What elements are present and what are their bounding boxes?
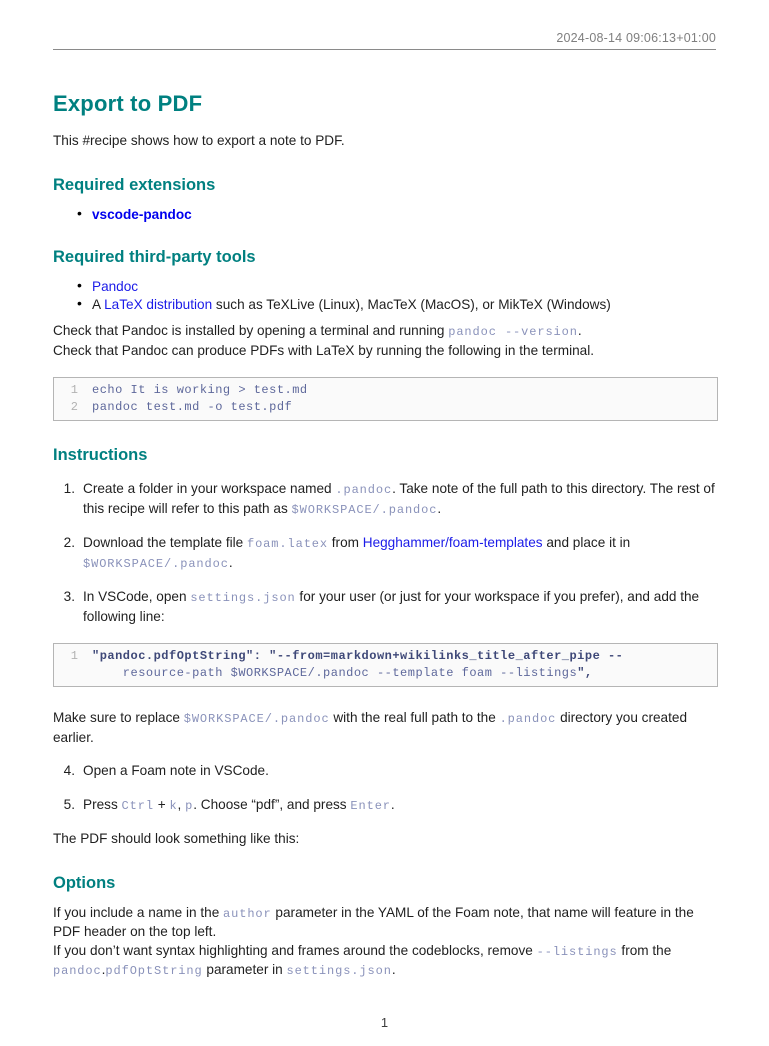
page-header-timestamp: 2024-08-14 09:06:13+01:00 — [53, 31, 716, 50]
list-item-text — [83, 588, 718, 626]
text-run: directory you created earlier. — [53, 710, 688, 745]
text-run: . — [101, 962, 106, 977]
code-text: pandoc test.md -o test.pdf — [92, 399, 293, 414]
instructions-list-1 — [53, 480, 718, 626]
text-run: . Take note of the full path to this directory. The rest of this recipe will refer to this path as — [83, 481, 715, 516]
list-item — [53, 296, 718, 314]
settings-code-block — [53, 643, 718, 687]
tools-list — [53, 278, 718, 313]
instructions-list-2 — [53, 762, 718, 815]
options-paragraph — [53, 904, 718, 981]
inline-code: --listings — [536, 944, 618, 959]
text-run: from the — [617, 942, 672, 958]
hyperlink[interactable]: LaTeX distribution — [104, 296, 213, 312]
inline-code: .pandoc — [335, 483, 393, 497]
text-run: . — [228, 554, 233, 570]
ordered-list-item — [53, 480, 718, 519]
list-item-number: 3. — [63, 589, 75, 604]
document-body — [53, 78, 718, 989]
list-item-text — [83, 480, 718, 519]
text-run: . Choose “pdf”, and press — [193, 796, 351, 812]
text-run: . — [577, 323, 582, 338]
list-item-text — [83, 762, 718, 781]
code-line-number: 1 — [70, 649, 78, 663]
text-run: . — [390, 796, 395, 812]
text-run: from — [328, 535, 363, 550]
hyperlink[interactable]: Pandoc — [92, 279, 139, 294]
list-item-number: 4. — [63, 763, 75, 778]
text-run: Create a folder in your workspace named — [83, 481, 336, 496]
inline-code: p — [185, 798, 194, 813]
inline-code: foam.latex — [246, 537, 328, 551]
pdf-preview-paragraph — [53, 830, 718, 849]
ordered-list-item — [53, 534, 718, 573]
terminal-code-block — [53, 377, 718, 421]
code-line — [64, 399, 707, 416]
code-line — [64, 382, 707, 399]
inline-code: settings.json — [286, 964, 392, 978]
text-run: . — [391, 962, 396, 977]
page-number: 1 — [380, 1015, 389, 1030]
text-run: parameter in — [202, 962, 287, 977]
inline-code: .pandoc — [499, 712, 557, 726]
list-item — [53, 278, 718, 296]
list-item-number: 5. — [63, 796, 75, 812]
text-run: such as TeXLive (Linux), MacTeX (MacOS), or MikTeX (Windows) — [212, 296, 611, 312]
text-run: Open a Foam note in VSCode. — [83, 763, 269, 778]
code-text: "pandoc.pdfOptString": "--from=markdown+wikilinks_title_after_pipe -- — [92, 649, 624, 663]
text-run: parameter in the YAML of the Foam note, that name will feature in the PDF header on the top left. — [53, 904, 694, 939]
inline-code: $WORKSPACE/.pandoc — [291, 502, 438, 517]
inline-code: pandoc --version — [448, 325, 578, 339]
replace-path-paragraph — [53, 709, 718, 747]
list-item-text — [83, 534, 718, 573]
inline-code: pandoc — [53, 964, 102, 978]
code-line — [64, 648, 707, 665]
text-run: , — [177, 796, 186, 812]
text-run: Check that Pandoc is installed by opening a terminal and running — [53, 323, 449, 338]
ordered-list-item — [53, 588, 718, 626]
list-item-text — [83, 796, 718, 816]
text-run: with the real full path to the — [329, 710, 500, 725]
inline-code: pdfOptString — [105, 964, 203, 978]
check-pandoc-paragraph — [53, 322, 718, 360]
code-text: echo It is working > test.md — [92, 383, 308, 397]
text-run: The PDF should look something like this: — [53, 831, 300, 846]
hyperlink[interactable]: vscode-pandoc — [92, 206, 192, 222]
list-item — [53, 206, 718, 224]
section-instructions: Instructions — [53, 446, 148, 464]
text-run: and place it in — [542, 535, 631, 550]
inline-code: settings.json — [190, 591, 296, 605]
inline-code: k — [169, 798, 178, 813]
list-item-number: 1. — [63, 481, 75, 496]
text-run: If you include a name in the — [53, 904, 224, 920]
code-line-number: 1 — [70, 383, 78, 397]
text-run: If you don’t want syntax highlighting and frames around the codeblocks, remove — [53, 942, 537, 958]
text-run: This #recipe shows how to export a note to PDF. — [53, 133, 345, 148]
text-run: A — [92, 296, 105, 312]
code-line-number: 2 — [70, 399, 78, 414]
text-run: . — [437, 500, 442, 516]
section-required-third-party-tools: Required third-party tools — [53, 248, 256, 266]
inline-code: $WORKSPACE/.pandoc — [83, 556, 229, 571]
ordered-list-item — [53, 796, 718, 816]
code-text: ", — [577, 665, 593, 680]
text-run: + — [153, 796, 170, 812]
code-line — [64, 665, 707, 682]
text-run: Make sure to replace — [53, 710, 184, 725]
intro-paragraph — [53, 132, 718, 151]
page-title: Export to PDF — [53, 91, 203, 116]
hyperlink[interactable]: Hegghammer/foam-templates — [362, 535, 543, 550]
text-run: Press — [83, 796, 122, 812]
text-run: In VSCode, open — [83, 589, 191, 604]
inline-code: Enter — [350, 798, 391, 813]
inline-code: $WORKSPACE/.pandoc — [183, 712, 330, 726]
inline-code: Ctrl — [121, 798, 154, 813]
text-run: Check that Pandoc can produce PDFs with LaTeX by running the following in the terminal. — [53, 342, 595, 358]
text-run: for your user (or just for your workspace if you prefer), and add the following line: — [83, 589, 700, 624]
section-required-extensions: Required extensions — [53, 175, 216, 194]
ordered-list-item — [53, 762, 718, 781]
list-item-number: 2. — [63, 535, 75, 550]
code-text: resource-path $WORKSPACE/.pandoc --template foam --listings — [92, 665, 578, 680]
inline-code: author — [223, 906, 272, 921]
extensions-list — [53, 206, 718, 224]
text-run: Download the template file — [83, 535, 247, 550]
section-options: Options — [53, 873, 116, 892]
